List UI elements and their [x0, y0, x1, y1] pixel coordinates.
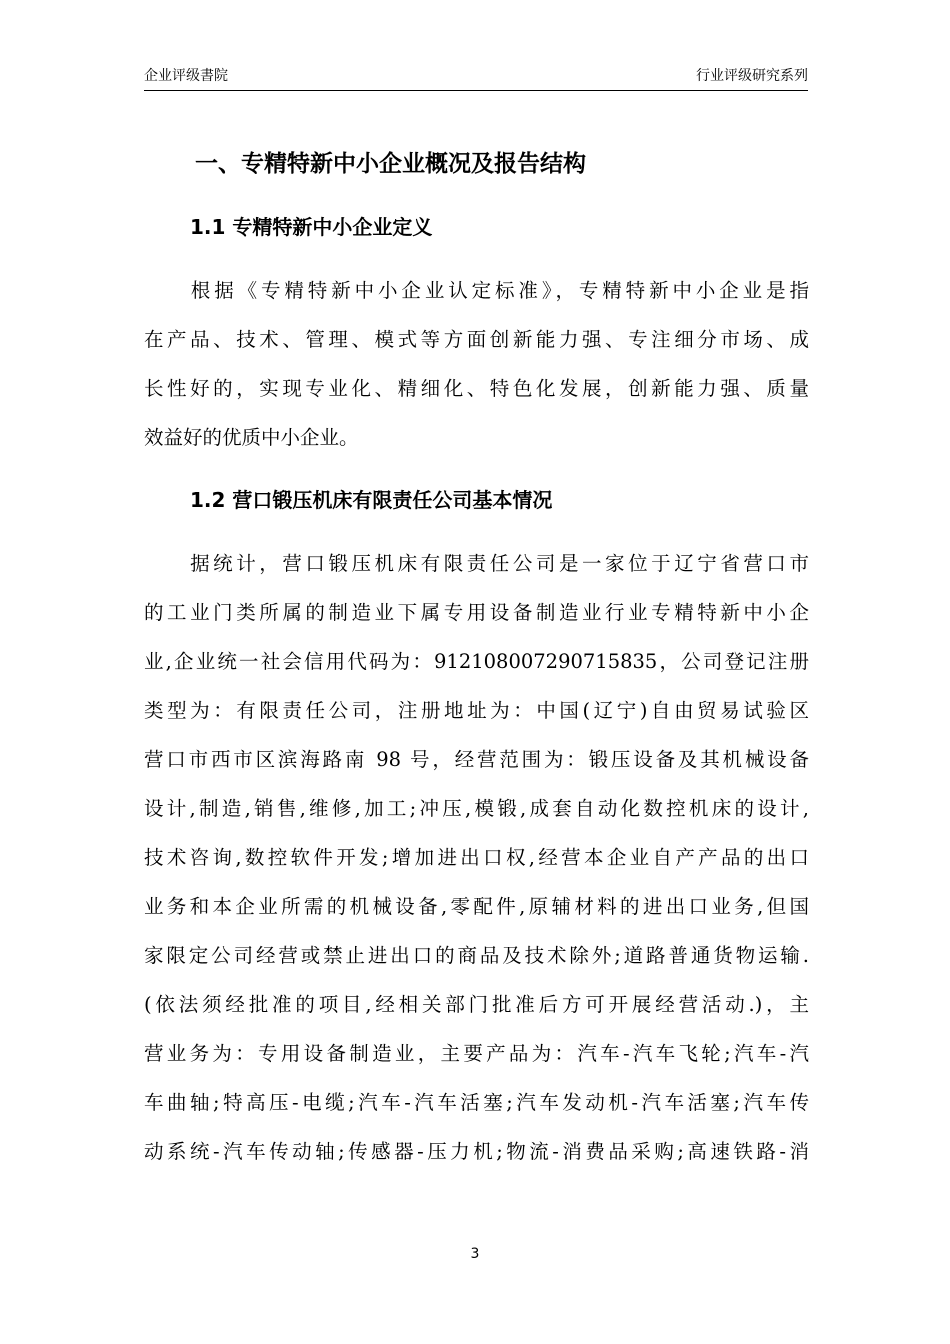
paragraph-line: 家限定公司经营或禁止进出口的商品及技术除外;道路普通货物运输.: [144, 944, 809, 967]
paragraph-line: 技术咨询,数控软件开发;增加进出口权,经营本企业自产产品的出口: [144, 846, 809, 869]
paragraph-line: 根据《专精特新中小企业认定标准》，专精特新中小企业是指: [144, 279, 809, 302]
paragraph-line: 营口市西市区滨海路南 98 号，经营范围为：锻压设备及其机械设备: [144, 748, 809, 771]
subsection-title-definition: 1.1 专精特新中小企业定义: [190, 215, 433, 239]
section-title: 一、专精特新中小企业概况及报告结构: [195, 151, 586, 177]
definition-paragraph: [144, 266, 809, 462]
paragraph-line: 的工业门类所属的制造业下属专用设备制造业行业专精特新中小企: [144, 601, 809, 624]
paragraph-line: 业,企业统一社会信用代码为：912108007290715835，公司登记注册: [144, 650, 809, 673]
paragraph-line: 据统计，营口锻压机床有限责任公司是一家位于辽宁省营口市: [144, 552, 809, 575]
paragraph-line: 类型为：有限责任公司，注册地址为：中国(辽宁)自由贸易试验区: [144, 699, 809, 722]
page-header: [144, 66, 808, 91]
paragraph-line: 动系统-汽车传动轴;传感器-压力机;物流-消费品采购;高速铁路-消: [144, 1140, 809, 1163]
page-number: 3: [470, 1246, 480, 1262]
paragraph-line: 长性好的，实现专业化、精细化、特色化发展，创新能力强、质量: [144, 377, 809, 400]
paragraph-line: 效益好的优质中小企业。: [144, 426, 359, 449]
subsection-title-company-info: 1.2 营口锻压机床有限责任公司基本情况: [190, 488, 553, 512]
company-info-paragraph: [144, 539, 809, 1176]
paragraph-line: 车曲轴;特高压-电缆;汽车-汽车活塞;汽车发动机-汽车活塞;汽车传: [144, 1091, 809, 1114]
paragraph-line: (依法须经批准的项目,经相关部门批准后方可开展经营活动.)，主: [144, 993, 809, 1016]
header-left-text: 企业评级書院: [144, 68, 228, 84]
paragraph-line: 营业务为：专用设备制造业，主要产品为：汽车-汽车飞轮;汽车-汽: [144, 1042, 809, 1065]
paragraph-line: 设计,制造,销售,维修,加工;冲压,模锻,成套自动化数控机床的设计,: [144, 797, 809, 820]
header-right-text: 行业评级研究系列: [696, 68, 808, 84]
paragraph-line: 在产品、技术、管理、模式等方面创新能力强、专注细分市场、成: [144, 328, 809, 351]
paragraph-line: 业务和本企业所需的机械设备,零配件,原辅材料的进出口业务,但国: [144, 895, 809, 918]
